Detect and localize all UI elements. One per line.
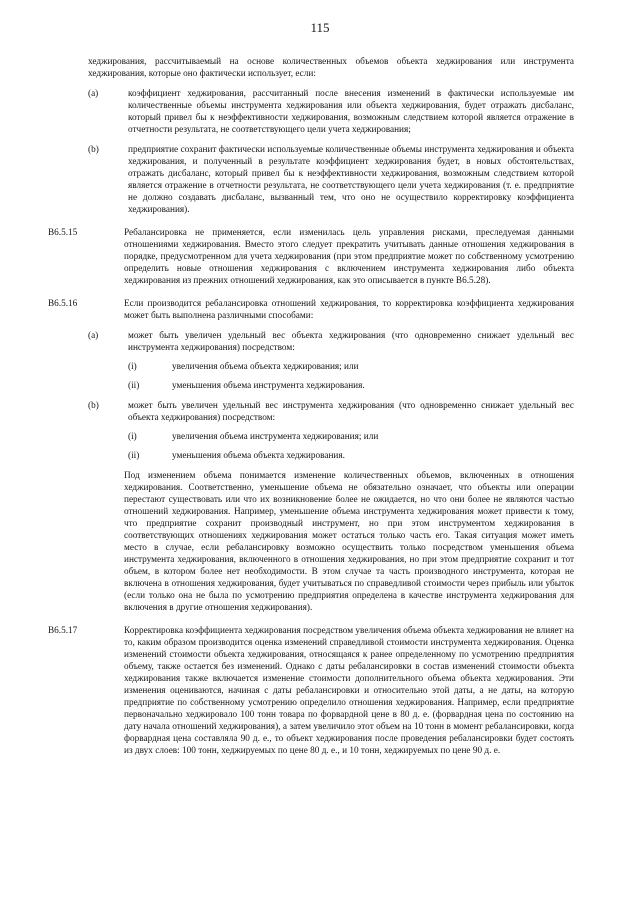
- list-subitem-a-ii: [128, 380, 574, 392]
- list-subitem-b-ii: [128, 450, 574, 462]
- page-content: [48, 56, 574, 757]
- intro-item-b: [88, 144, 574, 216]
- subitem-text: уменьшения объема инструмента хеджирования.: [172, 381, 365, 391]
- paragraph-text: Корректировка коэффициента хеджирования посредством увеличения объема объекта хеджирования не влияет на то, каким образом производится оценка изменений справедливой стоимости инструмента хеджирования. Оценка изменений стоимости объекта хеджирования, относящаяся к ранее определенному по усмотрению предприятия объему, также остается без изменений. Однако с даты ребалансировки в состав изменений стоимости объекта хеджирования также включается изменение стоимости дополнительного объема объекта хеджирования. Эти изменения оцениваются, начиная с даты ребалансировки и относительно этой даты, а не даты, на которую предприятие по собственному усмотрению определило отношения хеджирования. Например, если предприятие первоначально хеджировало 100 тонн товара по форвардной цене в 80 д. е. (форвардная цена по состоянию на дату начала отношений хеджирования), а затем увеличило этот объем на 10 тонн в момент ребалансировки, когда форвардная цена составляла 90 д. е., то объект хеджирования после проведения ребалансировки будет состоять из двух слоев: 100 тонн, хеджируемых по цене 80 д. е., и 10 тонн, хеджируемых по цене 90 д. е.: [124, 626, 574, 756]
- paragraph-number: B6.5.16: [48, 299, 78, 309]
- item-mark: (b): [88, 145, 99, 155]
- list-subitem-a-i: [128, 361, 574, 373]
- item-mark: (a): [88, 331, 99, 341]
- list-item-b: [88, 400, 574, 462]
- subitem-mark: (ii): [128, 451, 140, 461]
- paragraph-b6-5-17: [48, 625, 574, 757]
- list-item-a: [88, 330, 574, 392]
- item-mark: (b): [88, 401, 99, 411]
- paragraph-b6-5-15: [48, 227, 574, 287]
- paragraph-text: Ребалансировка не применяется, если изменилась цель управления рисками, преследуемая данными отношениями хеджирования. Вместо этого следует прекратить учитывать данные отношения хеджирования в порядке, предусмотренном для учета хеджирования (при этом предприятие может по собственному усмотрению определить новые отношения хеджирования с включением инструмента хеджирования либо объекта хеджирования из прежних отношений хеджирования, как это описывается в пункте B6.5.28).: [124, 228, 574, 286]
- paragraph-b6-5-16: [48, 298, 574, 614]
- item-text: может быть увеличен удельный вес инструмента хеджирования (что одновременно снижает удельный вес объекта хеджирования) посредством:: [128, 401, 574, 423]
- subitem-text: увеличения объема инструмента хеджирования; или: [172, 432, 379, 442]
- paragraph-text: Если производится ребалансировка отношений хеджирования, то корректировка коэффициента хеджирования может быть выполнена различными способами:: [124, 299, 574, 321]
- page-number: 115: [310, 20, 330, 35]
- subitem-mark: (ii): [128, 381, 140, 391]
- item-text: предприятие сохранит фактически используемые количественные объемы инструмента хеджирования и объекта хеджирования, и полученный в результате коэффициент хеджирования будет, в новых обстоятельствах, отражать дисбаланс, который привел бы к неэффективности хеджирования, возможным следствием которой является отражение в отчетности результата, не соответствующего цели учета хеджирования (т. е. предприятие не должно создавать дисбаланс, вызванный тем, что оно не осуществило корректировку коэффициента хеджирования).: [128, 145, 574, 215]
- subitem-mark: (i): [128, 432, 137, 442]
- subitem-text: уменьшения объема объекта хеджирования.: [172, 451, 345, 461]
- list-subitem-b-i: [128, 431, 574, 443]
- closing-text: Под изменением объема понимается изменение количественных объемов, включенных в отношения хеджирования. Соответственно, уменьшение объема не обязательно означает, что объекты или операции перестают существовать или что их возникновение более не ожидается, но что они более не являются частью отношений хеджирования. Например, уменьшение объема инструмента хеджирования может привести к тому, что предприятие сохранит производный инструмент, но при этом инструментом хеджирования в соответствующих отношениях хеджирования может остаться только часть его. Такая ситуация может иметь место в случае, если ребалансировку возможно осуществить только посредством уменьшения объема инструмента хеджирования, включенного в отношения хеджирования, но при этом предприятие сохранит и тот объем, в котором более нет необходимости. В этом случае та часть производного инструмента, которая не включена в отношения хеджирования, будет учитываться по справедливой стоимости через прибыль или убыток (если только она не была по усмотрению предприятия определена в качестве инструмента хеджирования для включения в другие отношения хеджирования).: [124, 471, 574, 613]
- subitem-text: увеличения объема объекта хеджирования; или: [172, 362, 359, 372]
- paragraph-number: B6.5.15: [48, 228, 78, 238]
- subitem-mark: (i): [128, 362, 137, 372]
- item-mark: (a): [88, 89, 99, 99]
- item-text: может быть увеличен удельный вес объекта хеджирования (что одновременно снижает удельный вес инструмента хеджирования) посредством:: [128, 331, 574, 353]
- item-text: коэффициент хеджирования, рассчитанный после внесения изменений в фактически используемые им количественные объемы инструмента хеджирования или объекта хеджирования, будет отражать дисбаланс, который привел бы к неэффективности хеджирования, возможным следствием которой является отражение в отчетности результата, не соответствующего цели учета хеджирования;: [128, 89, 574, 135]
- paragraph-number: B6.5.17: [48, 626, 78, 636]
- intro-item-a: [88, 88, 574, 136]
- intro-text: хеджирования, рассчитываемый на основе количественных объемов объекта хеджирования или инструмента хеджирования, которые оно фактически использует, если:: [88, 57, 574, 79]
